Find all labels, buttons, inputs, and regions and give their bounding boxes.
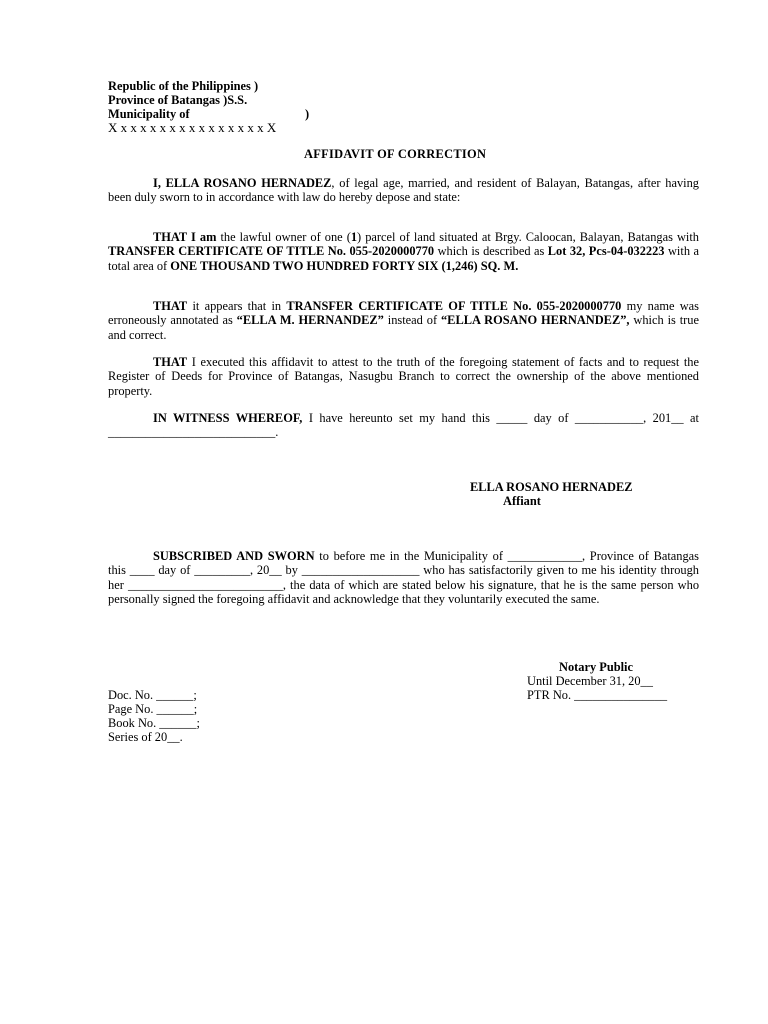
para1-title-number: TRANSFER CERTIFICATE OF TITLE No. 055-2020000770 [108,244,435,259]
affiant-label: Affiant [503,494,541,508]
jurat-lead: SUBSCRIBED AND SWORN [153,549,315,563]
para1-text-3: which is described as [434,244,548,259]
para1-area: ONE THOUSAND TWO HUNDRED FORTY SIX (1,246) SQ. M. [170,258,519,273]
para2-wrong-name: “ELLA M. HERNANDEZ” [236,313,384,328]
intro-text: , of legal age, married, and resident of Balayan, Batangas, after having been duly sworn to in accordance with law do hereby depose and state: [108,176,699,205]
para1-text-1: the lawful owner of one ( [216,230,351,244]
document-title: AFFIDAVIT OF CORRECTION [304,147,487,161]
para2-lead: THAT [153,299,188,313]
jurat-id-blank: _________________________ [127,577,283,592]
witness-lead: IN WITNESS WHEREOF, [153,411,303,425]
affiant-name-intro: I, ELLA ROSANO HERNADEZ [153,176,332,190]
doc-number: Doc. No. ______; [108,688,197,702]
caption-municipality: Municipality of [108,107,190,121]
intro-paragraph [108,176,699,205]
notary-public-title: Notary Public [559,660,633,674]
page-number: Page No. ______; [108,702,198,716]
para2-text-2: my name was erroneously annotated as [108,299,699,328]
para1-parcel-count: 1 [350,230,358,244]
caption-province: Province of Batangas )S.S. [108,93,248,107]
para2-title-number: TRANSFER CERTIFICATE OF TITLE No. 055-2020000770 [286,299,622,313]
para2-text-3: instead of [383,313,441,328]
caption-republic: Republic of the Philippines ) [108,79,259,93]
para1-text-4: with a total area of [108,244,699,273]
caption-municipality-bracket: ) [305,107,310,121]
affiant-signature-name: ELLA ROSANO HERNADEZ [470,480,633,494]
book-number: Book No. ______; [108,716,200,730]
jurat-text-1: to before me in the Municipality of ____________, Province of Batangas this ____ day of _________, 20__ by ___________________ who has satisfactorily given to me his identity through her [108,549,699,592]
para2-correct-name: “ELLA ROSANO HERNANDEZ”, [440,313,630,328]
witness-text: I have hereunto set my hand this _____ day of ___________, 201__ at ___________________________. [108,411,699,440]
para3-lead: THAT [153,355,188,369]
para1-text-2: ) parcel of land situated at Brgy. Caloocan, Balayan, Batangas with [357,230,699,244]
para1-lot-number: Lot 32, Pcs-04-032223 [547,244,665,259]
caption-x-line: X x x x x x x x x x x x x x x x X [108,120,277,135]
ownership-paragraph [108,230,699,273]
witness-paragraph [108,411,699,440]
notary-ptr-number: PTR No. _______________ [527,688,668,702]
jurat-paragraph [108,549,699,606]
purpose-paragraph [108,355,699,398]
para1-lead: THAT I am [153,230,217,244]
series-year: Series of 20__. [108,730,183,744]
para3-text: I executed this affidavit to attest to the truth of the foregoing statement of facts and to request the Register of Deeds for Province of Batangas, Nasugbu Branch to correct the ownership of the above mentioned property. [108,355,699,398]
para2-text-1: it appears that in [187,299,287,313]
jurat-text-2: , the data of which are stated below his signature, that he is the same person who personally signed the foregoing affidavit and acknowledge that they voluntarily executed the same. [108,577,700,606]
para2-text-4: which is true and correct. [108,313,699,342]
annotation-error-paragraph [108,299,699,342]
notary-commission-until: Until December 31, 20__ [527,674,653,688]
